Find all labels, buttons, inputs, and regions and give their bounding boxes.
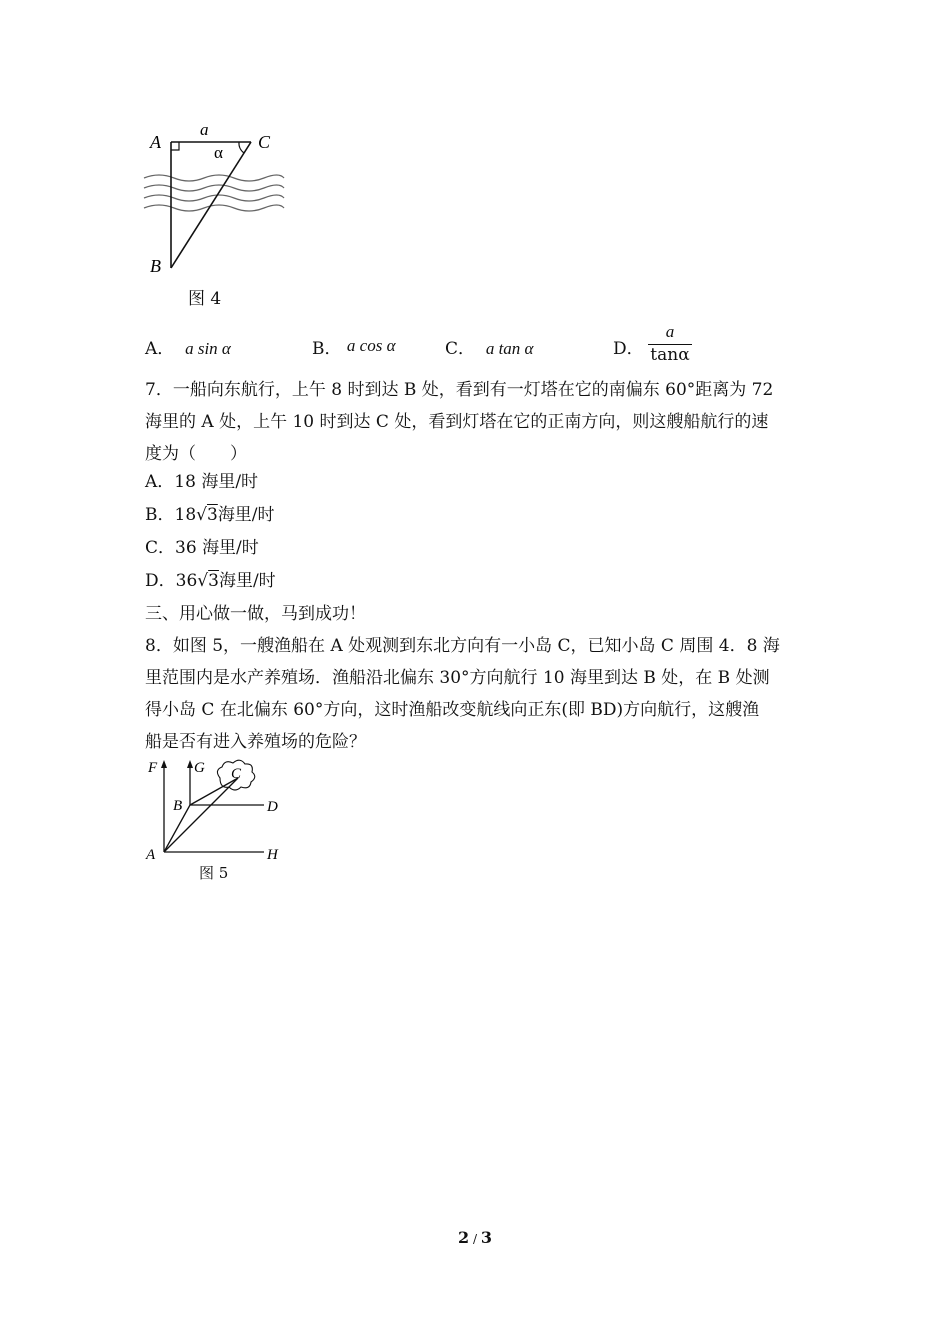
q8-line-1: 8．如图 5，一艘渔船在 A 处观测到东北方向有一小岛 C，已知小岛 C 周围 4．8 海 (145, 636, 780, 656)
figure-4-caption: 图 4 (188, 289, 222, 309)
q7-line-2: 海里的 A 处，上午 10 时到达 C 处，看到灯塔在它的正南方向，则这艘船航行的速 (145, 412, 769, 432)
line-bc (190, 778, 238, 805)
arrow-up-icon (161, 760, 167, 768)
q8-line-4: 船是否有进入养殖场的危险？ (145, 732, 366, 752)
page-number: 2 / 3 (458, 1228, 492, 1247)
radicand: 3 (206, 505, 218, 525)
fraction-numerator: a (648, 322, 692, 345)
q7-line-3: 度为（ ） (145, 444, 247, 464)
fraction-denominator: tanα (650, 345, 690, 365)
label-g: G (194, 760, 205, 776)
label-c: C (231, 766, 242, 782)
q6-option-d-fraction (648, 322, 692, 365)
water-waves (144, 175, 284, 211)
label-h: H (267, 847, 278, 863)
figure-5-caption: 图 5 (199, 864, 229, 882)
label-f: F (148, 760, 158, 776)
label-a-point: A (150, 132, 161, 152)
arrow-up-icon (187, 760, 193, 768)
label-angle-alpha: α (214, 143, 223, 162)
radicand: 3 (208, 571, 219, 591)
figure-4 (138, 118, 288, 278)
label-b: B (173, 798, 183, 814)
q7-option-a: A．18 海里/时 (145, 472, 259, 492)
q6-option-c: C． a tan α (445, 339, 534, 359)
section-3-title: 三、用心做一做，马到成功！ (145, 604, 366, 624)
q8-line-3: 得小岛 C 在北偏东 60°方向，这时渔船改变航线向正东(即 BD)方向航行，这艘渔 (145, 700, 760, 720)
line-ac (164, 778, 238, 852)
q6-option-a: A． a sin α (145, 339, 231, 359)
q7-line-1: 7．一船向东航行，上午 8 时到达 B 处，看到有一灯塔在它的南偏东 60°距离为 72 (145, 380, 774, 400)
q6-option-d-key: D． (613, 339, 644, 359)
q7-option-c: C．36 海里/时 (145, 538, 259, 558)
right-angle-mark (171, 142, 179, 150)
label-a: A (146, 847, 156, 863)
figure-5 (140, 756, 300, 866)
label-side-a: a (200, 120, 209, 139)
q7-option-b: B．18√3海里/时 (145, 505, 275, 525)
label-c-point: C (258, 132, 271, 152)
label-d: D (267, 799, 278, 815)
label-b-point: B (150, 256, 161, 276)
q6-option-b: B． a cos α (312, 336, 396, 359)
q7-option-d: D．36√3海里/时 (145, 571, 276, 591)
angle-arc (239, 142, 244, 153)
side-bc (171, 142, 251, 268)
q8-line-2: 里范围内是水产养殖场．渔船沿北偏东 30°方向航行 10 海里到达 B 处，在 B 处测 (145, 668, 770, 688)
